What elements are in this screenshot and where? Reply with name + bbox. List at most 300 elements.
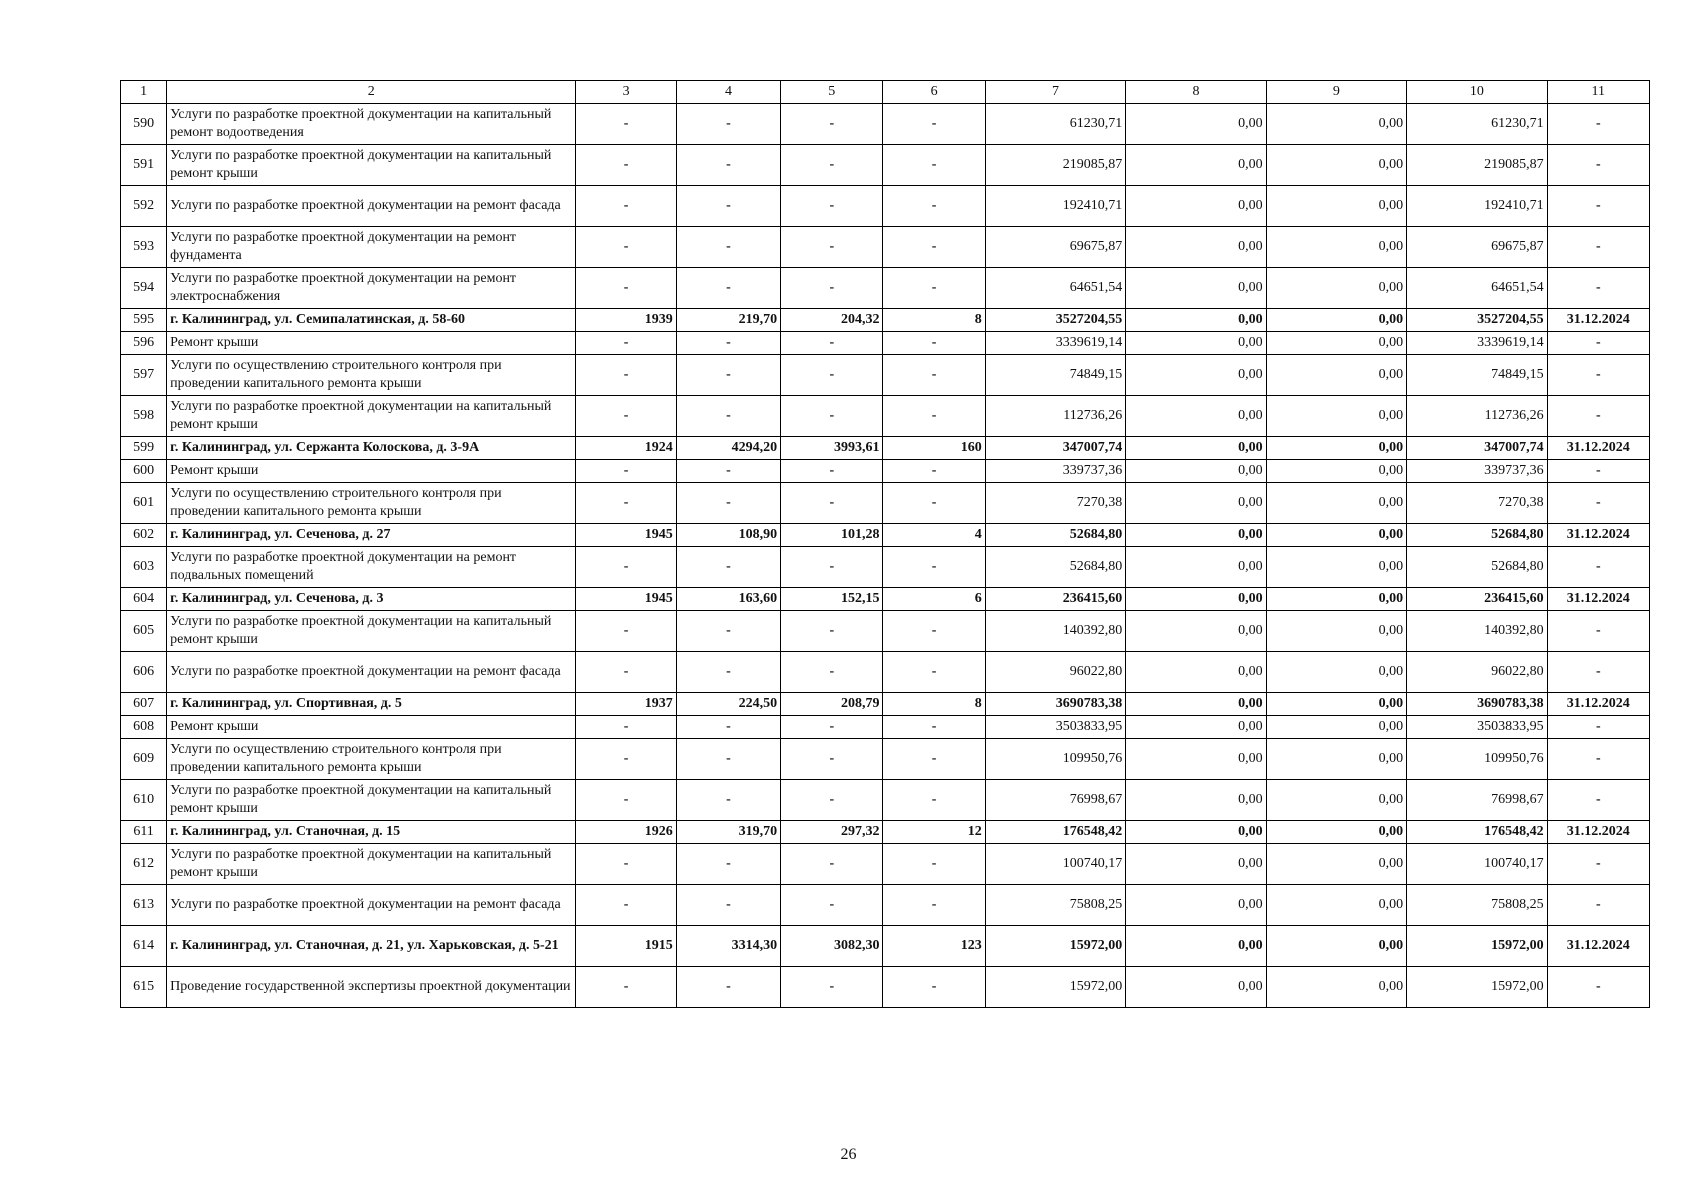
table-cell: - <box>676 611 780 652</box>
table-cell: - <box>781 396 883 437</box>
table-cell: - <box>883 885 985 926</box>
item-name-cell: Услуги по разработке проектной документации на капитальный ремонт крыши <box>167 780 576 821</box>
item-name-cell: Услуги по осуществлению строительного контроля при проведении капитального ремонта крыши <box>167 483 576 524</box>
column-header: 2 <box>167 81 576 104</box>
table-cell: 1926 <box>576 821 676 844</box>
table-cell: 31.12.2024 <box>1547 821 1649 844</box>
item-name-cell: Проведение государственной экспертизы проектной документации <box>167 967 576 1008</box>
table-cell: - <box>1547 268 1649 309</box>
table-cell: 0,00 <box>1126 396 1266 437</box>
item-name-cell: Услуги по разработке проектной документации на капитальный ремонт крыши <box>167 145 576 186</box>
table-cell: 0,00 <box>1266 780 1406 821</box>
table-cell: - <box>676 186 780 227</box>
table-cell: - <box>1547 885 1649 926</box>
table-cell: - <box>781 145 883 186</box>
table-cell: 163,60 <box>676 588 780 611</box>
item-name-cell: г. Калининград, ул. Сеченова, д. 27 <box>167 524 576 547</box>
table-cell: - <box>576 716 676 739</box>
table-cell: - <box>676 967 780 1008</box>
table-cell: 0,00 <box>1266 652 1406 693</box>
item-name-cell: Услуги по разработке проектной документации на ремонт фасада <box>167 652 576 693</box>
table-cell: 0,00 <box>1126 145 1266 186</box>
table-cell: 236415,60 <box>985 588 1125 611</box>
item-name-cell: Услуги по разработке проектной документации на ремонт подвальных помещений <box>167 547 576 588</box>
table-cell: - <box>676 716 780 739</box>
table-cell: 75808,25 <box>985 885 1125 926</box>
table-cell: 96022,80 <box>1407 652 1547 693</box>
row-number-cell: 610 <box>121 780 167 821</box>
table-row <box>121 145 1650 186</box>
table-cell: 319,70 <box>676 821 780 844</box>
table-cell: 15972,00 <box>1407 926 1547 967</box>
table-cell: - <box>1547 396 1649 437</box>
table-row <box>121 460 1650 483</box>
table-cell: 64651,54 <box>985 268 1125 309</box>
item-name-cell: Ремонт крыши <box>167 716 576 739</box>
table-cell: - <box>781 460 883 483</box>
table-cell: - <box>781 483 883 524</box>
row-number-cell: 607 <box>121 693 167 716</box>
table-cell: - <box>676 227 780 268</box>
table-cell: 0,00 <box>1266 483 1406 524</box>
table-cell: 0,00 <box>1126 693 1266 716</box>
table-cell: 0,00 <box>1266 186 1406 227</box>
table-cell: 123 <box>883 926 985 967</box>
table-cell: - <box>781 844 883 885</box>
item-name-cell: г. Калининград, ул. Сержанта Колоскова, д. 3-9А <box>167 437 576 460</box>
table-cell: 74849,15 <box>1407 355 1547 396</box>
item-name-cell: Услуги по разработке проектной документации на ремонт электроснабжения <box>167 268 576 309</box>
table-row <box>121 780 1650 821</box>
row-number-cell: 612 <box>121 844 167 885</box>
item-name-cell: Услуги по разработке проектной документации на капитальный ремонт крыши <box>167 396 576 437</box>
table-cell: 1924 <box>576 437 676 460</box>
table-cell: 69675,87 <box>1407 227 1547 268</box>
table-cell: 1945 <box>576 524 676 547</box>
table-cell: 140392,80 <box>1407 611 1547 652</box>
table-cell: - <box>576 611 676 652</box>
table-cell: 61230,71 <box>1407 104 1547 145</box>
row-number-cell: 608 <box>121 716 167 739</box>
column-header: 6 <box>883 81 985 104</box>
table-cell: - <box>781 547 883 588</box>
table-row <box>121 483 1650 524</box>
table-cell: - <box>1547 652 1649 693</box>
item-name-cell: Услуги по осуществлению строительного контроля при проведении капитального ремонта крыши <box>167 355 576 396</box>
table-cell: - <box>781 186 883 227</box>
table-cell: - <box>883 104 985 145</box>
table-cell: 74849,15 <box>985 355 1125 396</box>
table-row <box>121 104 1650 145</box>
table-cell: 52684,80 <box>1407 524 1547 547</box>
table-cell: - <box>781 885 883 926</box>
table-cell: 0,00 <box>1126 926 1266 967</box>
table-cell: 0,00 <box>1266 104 1406 145</box>
address-row <box>121 309 1650 332</box>
table-cell: 1939 <box>576 309 676 332</box>
item-name-cell: г. Калининград, ул. Станочная, д. 15 <box>167 821 576 844</box>
table-cell: 0,00 <box>1266 396 1406 437</box>
table-cell: - <box>883 268 985 309</box>
table-cell: - <box>676 460 780 483</box>
table-cell: 8 <box>883 693 985 716</box>
table-row <box>121 332 1650 355</box>
item-name-cell: г. Калининград, ул. Станочная, д. 21, ул. Харьковская, д. 5-21 <box>167 926 576 967</box>
item-name-cell: г. Калининград, ул. Семипалатинская, д. 58-60 <box>167 309 576 332</box>
table-cell: 0,00 <box>1126 186 1266 227</box>
table-cell: 219,70 <box>676 309 780 332</box>
table-cell: 0,00 <box>1126 483 1266 524</box>
table-cell: 4294,20 <box>676 437 780 460</box>
table-cell: - <box>576 355 676 396</box>
table-cell: - <box>1547 460 1649 483</box>
table-cell: 52684,80 <box>985 524 1125 547</box>
row-number-cell: 611 <box>121 821 167 844</box>
table-cell: 7270,38 <box>1407 483 1547 524</box>
column-header: 9 <box>1266 81 1406 104</box>
row-number-cell: 591 <box>121 145 167 186</box>
table-cell: - <box>1547 547 1649 588</box>
table-cell: - <box>1547 104 1649 145</box>
row-number-cell: 601 <box>121 483 167 524</box>
table-cell: 347007,74 <box>985 437 1125 460</box>
table-cell: - <box>676 332 780 355</box>
table-cell: 1945 <box>576 588 676 611</box>
table-row <box>121 844 1650 885</box>
table-cell: - <box>576 332 676 355</box>
capital-repair-table <box>120 80 1650 1008</box>
table-cell: - <box>1547 355 1649 396</box>
row-number-cell: 602 <box>121 524 167 547</box>
table-cell: 0,00 <box>1266 145 1406 186</box>
table-row <box>121 885 1650 926</box>
table-cell: 0,00 <box>1266 547 1406 588</box>
table-cell: 0,00 <box>1126 227 1266 268</box>
table-body <box>121 81 1650 1008</box>
table-cell: 0,00 <box>1126 437 1266 460</box>
row-number-cell: 603 <box>121 547 167 588</box>
table-cell: - <box>781 967 883 1008</box>
table-cell: 0,00 <box>1126 309 1266 332</box>
table-cell: 339737,36 <box>985 460 1125 483</box>
table-cell: - <box>1547 716 1649 739</box>
table-cell: - <box>1547 186 1649 227</box>
table-cell: - <box>576 547 676 588</box>
table-cell: 6 <box>883 588 985 611</box>
table-cell: 236415,60 <box>1407 588 1547 611</box>
table-cell: - <box>1547 145 1649 186</box>
table-cell: 109950,76 <box>1407 739 1547 780</box>
item-name-cell: Ремонт крыши <box>167 332 576 355</box>
table-cell: 76998,67 <box>1407 780 1547 821</box>
table-cell: - <box>883 652 985 693</box>
row-number-cell: 613 <box>121 885 167 926</box>
table-cell: - <box>883 844 985 885</box>
table-cell: 12 <box>883 821 985 844</box>
table-cell: 176548,42 <box>1407 821 1547 844</box>
table-cell: 1937 <box>576 693 676 716</box>
column-header: 5 <box>781 81 883 104</box>
table-cell: 0,00 <box>1266 693 1406 716</box>
table-cell: 96022,80 <box>985 652 1125 693</box>
table-cell: 347007,74 <box>1407 437 1547 460</box>
table-cell: 0,00 <box>1126 821 1266 844</box>
table-cell: - <box>1547 483 1649 524</box>
item-name-cell: Услуги по разработке проектной документации на ремонт фасада <box>167 885 576 926</box>
table-cell: - <box>1547 739 1649 780</box>
item-name-cell: Услуги по разработке проектной документации на ремонт фасада <box>167 186 576 227</box>
table-cell: 339737,36 <box>1407 460 1547 483</box>
row-number-cell: 592 <box>121 186 167 227</box>
table-cell: 100740,17 <box>1407 844 1547 885</box>
table-cell: 3314,30 <box>676 926 780 967</box>
table-cell: 0,00 <box>1126 844 1266 885</box>
table-cell: - <box>781 716 883 739</box>
table-cell: 208,79 <box>781 693 883 716</box>
table-cell: 75808,25 <box>1407 885 1547 926</box>
table-row <box>121 396 1650 437</box>
table-cell: - <box>883 355 985 396</box>
column-header: 7 <box>985 81 1125 104</box>
table-cell: 3339619,14 <box>1407 332 1547 355</box>
column-header: 3 <box>576 81 676 104</box>
table-cell: 0,00 <box>1126 332 1266 355</box>
table-cell: 4 <box>883 524 985 547</box>
table-cell: 0,00 <box>1126 967 1266 1008</box>
address-row <box>121 588 1650 611</box>
address-row <box>121 524 1650 547</box>
row-number-cell: 598 <box>121 396 167 437</box>
table-cell: 192410,71 <box>985 186 1125 227</box>
table-cell: 3690783,38 <box>1407 693 1547 716</box>
table-cell: - <box>576 844 676 885</box>
table-cell: 112736,26 <box>985 396 1125 437</box>
table-cell: - <box>676 483 780 524</box>
table-cell: 31.12.2024 <box>1547 524 1649 547</box>
table-cell: - <box>883 145 985 186</box>
table-cell: - <box>676 885 780 926</box>
table-cell: 0,00 <box>1126 611 1266 652</box>
table-cell: - <box>1547 780 1649 821</box>
table-cell: 0,00 <box>1266 844 1406 885</box>
table-cell: 297,32 <box>781 821 883 844</box>
table-cell: 52684,80 <box>985 547 1125 588</box>
table-row <box>121 268 1650 309</box>
table-cell: 0,00 <box>1126 716 1266 739</box>
item-name-cell: Услуги по разработке проектной документации на капитальный ремонт крыши <box>167 844 576 885</box>
table-cell: 176548,42 <box>985 821 1125 844</box>
table-cell: - <box>781 355 883 396</box>
row-number-cell: 597 <box>121 355 167 396</box>
row-number-cell: 614 <box>121 926 167 967</box>
page-number: 26 <box>840 1146 857 1163</box>
table-cell: 0,00 <box>1126 268 1266 309</box>
table-cell: 31.12.2024 <box>1547 926 1649 967</box>
table-cell: 3339619,14 <box>985 332 1125 355</box>
table-cell: - <box>883 547 985 588</box>
table-cell: - <box>576 460 676 483</box>
table-cell: - <box>676 268 780 309</box>
table-cell: 1915 <box>576 926 676 967</box>
row-number-cell: 604 <box>121 588 167 611</box>
table-cell: - <box>781 268 883 309</box>
table-cell: 15972,00 <box>985 967 1125 1008</box>
table-cell: - <box>576 186 676 227</box>
table-cell: - <box>781 780 883 821</box>
table-cell: 204,32 <box>781 309 883 332</box>
table-cell: - <box>1547 611 1649 652</box>
table-cell: 0,00 <box>1266 437 1406 460</box>
table-cell: 64651,54 <box>1407 268 1547 309</box>
table-cell: - <box>883 332 985 355</box>
row-number-cell: 605 <box>121 611 167 652</box>
table-cell: - <box>676 780 780 821</box>
table-cell: 3690783,38 <box>985 693 1125 716</box>
table-cell: 3082,30 <box>781 926 883 967</box>
table-cell: - <box>1547 844 1649 885</box>
table-cell: 0,00 <box>1126 652 1266 693</box>
address-row <box>121 693 1650 716</box>
table-cell: - <box>676 396 780 437</box>
item-name-cell: Услуги по осуществлению строительного контроля при проведении капитального ремонта крыши <box>167 739 576 780</box>
table-cell: 0,00 <box>1266 332 1406 355</box>
column-header: 10 <box>1407 81 1547 104</box>
column-header: 8 <box>1126 81 1266 104</box>
table-cell: - <box>576 885 676 926</box>
table-cell: 0,00 <box>1266 268 1406 309</box>
table-cell: 31.12.2024 <box>1547 437 1649 460</box>
table-cell: - <box>883 460 985 483</box>
item-name-cell: г. Калининград, ул. Сеченова, д. 3 <box>167 588 576 611</box>
table-cell: 0,00 <box>1126 739 1266 780</box>
column-header: 1 <box>121 81 167 104</box>
table-cell: - <box>883 396 985 437</box>
table-cell: 112736,26 <box>1407 396 1547 437</box>
table-cell: 0,00 <box>1266 821 1406 844</box>
row-number-cell: 615 <box>121 967 167 1008</box>
table-cell: - <box>576 967 676 1008</box>
table-cell: - <box>576 104 676 145</box>
table-cell: 0,00 <box>1126 355 1266 396</box>
table-cell: 3503833,95 <box>1407 716 1547 739</box>
table-cell: - <box>676 652 780 693</box>
table-cell: 69675,87 <box>985 227 1125 268</box>
item-name-cell: Услуги по разработке проектной документации на капитальный ремонт крыши <box>167 611 576 652</box>
table-cell: 224,50 <box>676 693 780 716</box>
table-cell: - <box>781 104 883 145</box>
table-row <box>121 611 1650 652</box>
table-cell: - <box>576 268 676 309</box>
table-cell: - <box>576 739 676 780</box>
table-cell: 109950,76 <box>985 739 1125 780</box>
table-cell: - <box>576 145 676 186</box>
table-cell: 0,00 <box>1126 780 1266 821</box>
row-number-cell: 595 <box>121 309 167 332</box>
table-cell: 140392,80 <box>985 611 1125 652</box>
table-cell: 0,00 <box>1266 588 1406 611</box>
table-cell: 0,00 <box>1266 611 1406 652</box>
row-number-cell: 609 <box>121 739 167 780</box>
table-cell: 0,00 <box>1266 716 1406 739</box>
table-cell: - <box>883 967 985 1008</box>
address-row <box>121 437 1650 460</box>
table-cell: 0,00 <box>1126 588 1266 611</box>
table-row <box>121 227 1650 268</box>
table-cell: - <box>781 652 883 693</box>
table-cell: 192410,71 <box>1407 186 1547 227</box>
table-cell: 0,00 <box>1266 926 1406 967</box>
header-row <box>121 81 1650 104</box>
address-row <box>121 926 1650 967</box>
table-cell: 219085,87 <box>985 145 1125 186</box>
table-row <box>121 716 1650 739</box>
table-row <box>121 547 1650 588</box>
table-cell: 0,00 <box>1266 524 1406 547</box>
table-cell: 52684,80 <box>1407 547 1547 588</box>
table-cell: - <box>676 844 780 885</box>
table-cell: - <box>676 355 780 396</box>
table-row <box>121 355 1650 396</box>
column-header: 11 <box>1547 81 1649 104</box>
table-cell: - <box>1547 967 1649 1008</box>
table-cell: 0,00 <box>1266 885 1406 926</box>
row-number-cell: 594 <box>121 268 167 309</box>
table-cell: - <box>676 547 780 588</box>
row-number-cell: 593 <box>121 227 167 268</box>
table-cell: - <box>781 332 883 355</box>
item-name-cell: Услуги по разработке проектной документации на капитальный ремонт водоотведения <box>167 104 576 145</box>
table-cell: - <box>781 739 883 780</box>
column-header: 4 <box>676 81 780 104</box>
table-cell: 61230,71 <box>985 104 1125 145</box>
table-cell: 31.12.2024 <box>1547 309 1649 332</box>
address-row <box>121 821 1650 844</box>
table-cell: - <box>781 611 883 652</box>
table-cell: 101,28 <box>781 524 883 547</box>
table-cell: 76998,67 <box>985 780 1125 821</box>
table-cell: - <box>883 186 985 227</box>
table-cell: - <box>883 611 985 652</box>
table-cell: 219085,87 <box>1407 145 1547 186</box>
table-row <box>121 652 1650 693</box>
table-cell: 7270,38 <box>985 483 1125 524</box>
row-number-cell: 606 <box>121 652 167 693</box>
row-number-cell: 600 <box>121 460 167 483</box>
table-cell: 100740,17 <box>985 844 1125 885</box>
table-cell: 160 <box>883 437 985 460</box>
table-cell: 0,00 <box>1126 104 1266 145</box>
table-cell: 3527204,55 <box>985 309 1125 332</box>
table-cell: 15972,00 <box>985 926 1125 967</box>
table-row <box>121 186 1650 227</box>
table-cell: - <box>883 716 985 739</box>
table-cell: 0,00 <box>1126 885 1266 926</box>
table-cell: 0,00 <box>1126 547 1266 588</box>
table-cell: 8 <box>883 309 985 332</box>
row-number-cell: 590 <box>121 104 167 145</box>
row-number-cell: 596 <box>121 332 167 355</box>
table-row <box>121 739 1650 780</box>
table-cell: - <box>883 780 985 821</box>
table-cell: 0,00 <box>1266 460 1406 483</box>
table-cell: 0,00 <box>1266 739 1406 780</box>
table-cell: - <box>1547 332 1649 355</box>
table-cell: - <box>576 483 676 524</box>
table-cell: - <box>676 145 780 186</box>
table-cell: 3503833,95 <box>985 716 1125 739</box>
table-cell: 3993,61 <box>781 437 883 460</box>
table-cell: - <box>576 652 676 693</box>
